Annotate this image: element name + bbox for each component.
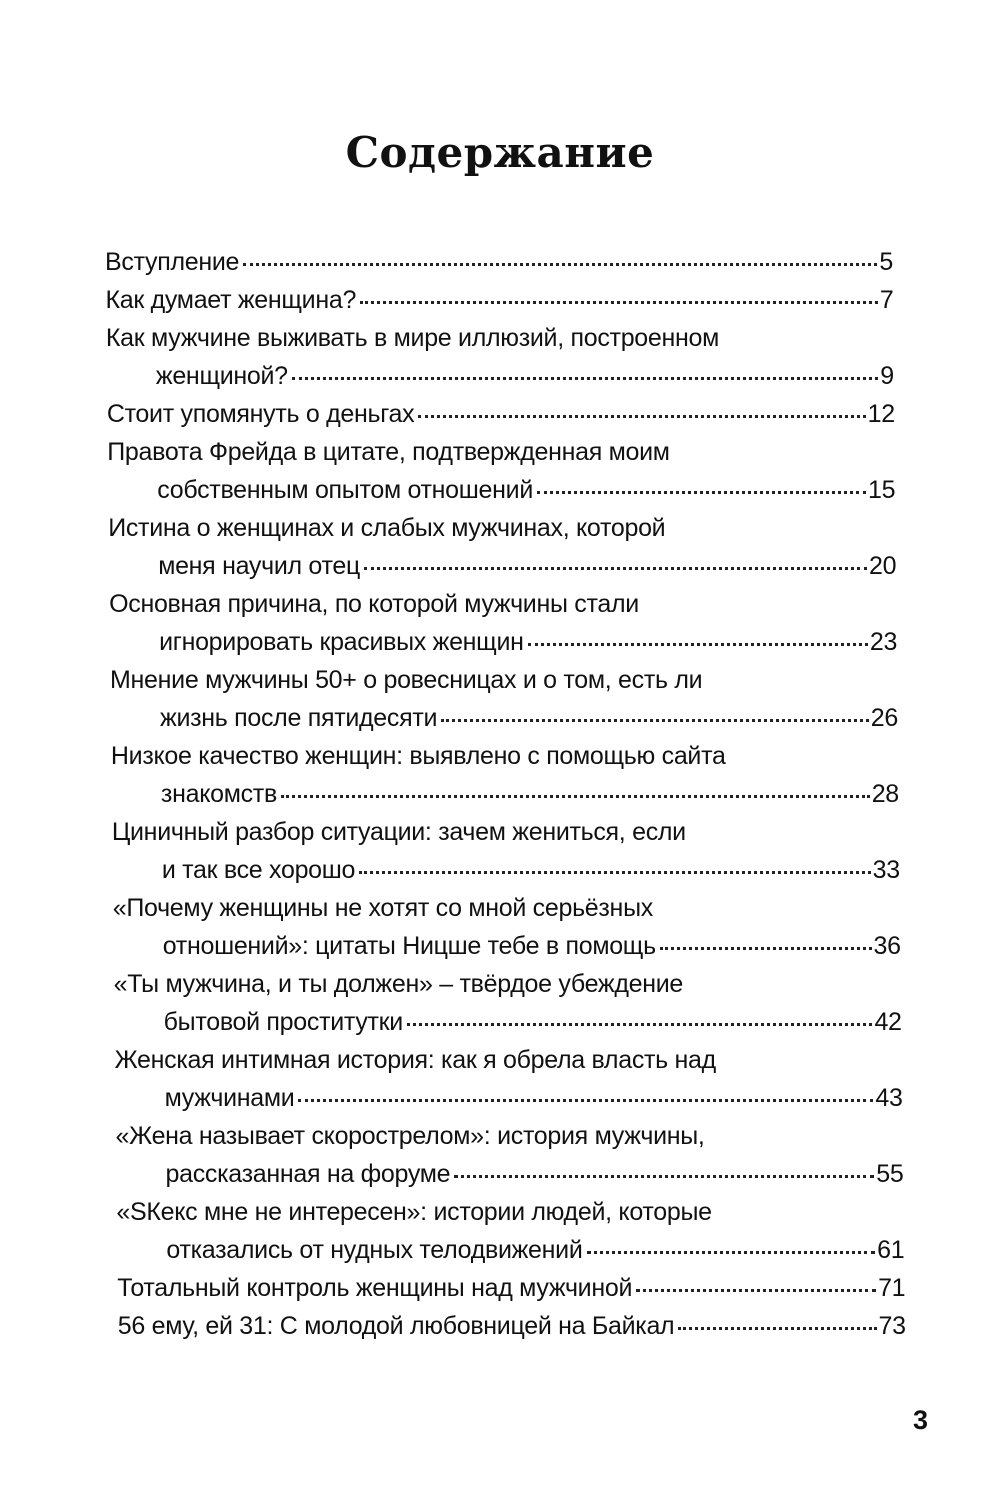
toc-entry-page: 5 bbox=[879, 248, 893, 276]
dot-leader bbox=[359, 871, 870, 874]
toc-entry-title: Основная причина, по которой мужчины стали bbox=[109, 590, 639, 618]
dot-leader bbox=[243, 263, 877, 266]
toc-entry-line-wrapped bbox=[115, 1043, 716, 1077]
toc-entry-page: 20 bbox=[868, 552, 897, 580]
toc-entry-title: 56 ему, ей 31: С молодой любовницей на Байкал bbox=[117, 1312, 675, 1340]
page-title: Содержание bbox=[345, 128, 655, 177]
toc-entry-line-wrapped bbox=[110, 663, 702, 697]
toc-entry-line-wrapped bbox=[115, 1119, 704, 1153]
toc-entry-title: Стоит упомянуть о деньгах bbox=[106, 400, 415, 428]
toc-entry-page: 73 bbox=[878, 1312, 906, 1340]
toc-entry-title: «Почему женщины не хотят со мной серьёзных bbox=[112, 894, 653, 922]
toc-entry-page: 33 bbox=[872, 856, 900, 884]
toc-entry-page: 28 bbox=[871, 780, 899, 808]
toc-entry-title: бытовой проститутки bbox=[163, 1008, 403, 1036]
toc-entry-line bbox=[166, 1233, 904, 1267]
dot-leader bbox=[454, 1175, 874, 1178]
toc-entry-line-wrapped bbox=[111, 739, 726, 773]
toc-entry-line bbox=[107, 397, 895, 431]
dot-leader bbox=[281, 795, 870, 798]
toc-entry-page: 15 bbox=[868, 476, 896, 504]
toc-entry-line bbox=[162, 853, 900, 887]
toc-entry-line bbox=[156, 359, 894, 393]
toc-entry-page: 36 bbox=[873, 932, 901, 960]
toc-entry-line-wrapped bbox=[108, 511, 665, 545]
toc-entry-line bbox=[163, 929, 901, 963]
dot-leader bbox=[537, 491, 866, 494]
toc-entry-line-wrapped bbox=[113, 891, 653, 925]
page-number: 3 bbox=[913, 1405, 929, 1435]
toc-entry-line bbox=[164, 1005, 902, 1039]
toc-entry-page: 43 bbox=[875, 1084, 903, 1112]
toc-entry-title: Как мужчине выживать в мире иллюзий, построенном bbox=[105, 324, 720, 352]
toc-entry-line bbox=[160, 701, 898, 735]
dot-leader bbox=[298, 1099, 873, 1102]
dot-leader bbox=[678, 1327, 876, 1330]
toc-entry-title: собственным опытом отношений bbox=[157, 476, 533, 504]
toc-entry-line bbox=[117, 1271, 905, 1305]
toc-entry-title: женщиной? bbox=[155, 362, 288, 390]
dot-leader bbox=[587, 1251, 876, 1254]
toc-entry-line bbox=[159, 625, 897, 659]
toc-entry-page: 71 bbox=[878, 1274, 906, 1302]
toc-entry-title: «SКекс мне не интересен»: истории людей, которые bbox=[116, 1198, 712, 1226]
toc-entry-line bbox=[165, 1157, 903, 1191]
toc-entry-line bbox=[158, 549, 896, 583]
toc-entry-title: Вступление bbox=[105, 248, 240, 276]
toc-entry-line bbox=[105, 283, 893, 317]
toc-entry-title: «Жена называет скорострелом»: история мужчины, bbox=[115, 1122, 705, 1150]
dot-leader bbox=[441, 719, 869, 722]
toc-entry-title: игнорировать красивых женщин bbox=[159, 628, 524, 656]
toc-entry-title: «Ты мужчина, и ты должен» – твёрдое убеждение bbox=[113, 970, 684, 998]
toc-entry-line bbox=[157, 473, 895, 507]
toc-entry-line-wrapped bbox=[109, 587, 639, 621]
toc-entry-title: знакомств bbox=[160, 780, 277, 808]
dot-leader bbox=[407, 1023, 872, 1026]
toc-entry-line-wrapped bbox=[116, 1195, 711, 1229]
toc-entry-line-wrapped bbox=[114, 967, 683, 1001]
toc-entry-title: Циничный разбор ситуации: зачем жениться, если bbox=[111, 818, 686, 846]
toc-entry-line bbox=[165, 1081, 903, 1115]
toc-entry-title: Истина о женщинах и слабых мужчинах, которой bbox=[108, 514, 666, 542]
toc-entry-title: рассказанная на форуме bbox=[165, 1160, 451, 1188]
toc-entry-line-wrapped bbox=[112, 815, 686, 849]
dot-leader bbox=[418, 415, 865, 418]
toc-entry-line bbox=[161, 777, 899, 811]
dot-leader bbox=[636, 1289, 876, 1292]
dot-leader bbox=[528, 643, 868, 646]
toc-entry-title: Низкое качество женщин: выявлено с помощью сайта bbox=[110, 742, 726, 770]
toc-entry-line bbox=[118, 1309, 906, 1343]
toc-entry-title: жизнь после пятидесяти bbox=[160, 704, 438, 732]
toc-entry-title: Тотальный контроль женщины над мужчиной bbox=[117, 1274, 633, 1302]
toc-entry-page: 7 bbox=[879, 286, 894, 314]
toc-entry-page: 55 bbox=[876, 1160, 904, 1188]
toc-entry-title: Мнение мужчины 50+ о ровесницах и о том, есть ли bbox=[110, 666, 703, 694]
dot-leader bbox=[364, 567, 867, 570]
toc-entry-title: Как думает женщина? bbox=[105, 286, 357, 314]
dot-leader bbox=[660, 947, 872, 950]
toc-entry-page: 23 bbox=[869, 628, 898, 656]
toc-entry-title: отказались от нудных телодвижений bbox=[166, 1236, 583, 1264]
dot-leader bbox=[292, 377, 879, 380]
toc-entry-line-wrapped bbox=[107, 435, 669, 469]
toc-entry-line bbox=[105, 245, 893, 279]
toc-entry-page: 9 bbox=[880, 362, 894, 390]
toc-entry-page: 61 bbox=[877, 1236, 905, 1264]
toc-entry-title: Женская интимная история: как я обрела власть над bbox=[114, 1046, 716, 1074]
dot-leader bbox=[360, 301, 878, 304]
toc-entry-title: отношений»: цитаты Ницше тебе в помощь bbox=[162, 932, 656, 960]
toc-entry-title: мужчинами bbox=[164, 1084, 295, 1112]
toc-entry-title: меня научил отец bbox=[158, 552, 360, 580]
toc-entry-page: 42 bbox=[874, 1008, 902, 1036]
toc-entry-title: и так все хорошо bbox=[161, 856, 356, 884]
toc-entry-page: 12 bbox=[867, 400, 895, 428]
toc-entry-title: Правота Фрейда в цитате, подтвержденная моим bbox=[107, 438, 670, 466]
toc-entry-line-wrapped bbox=[106, 321, 719, 355]
toc-entry-page: 26 bbox=[870, 704, 899, 732]
